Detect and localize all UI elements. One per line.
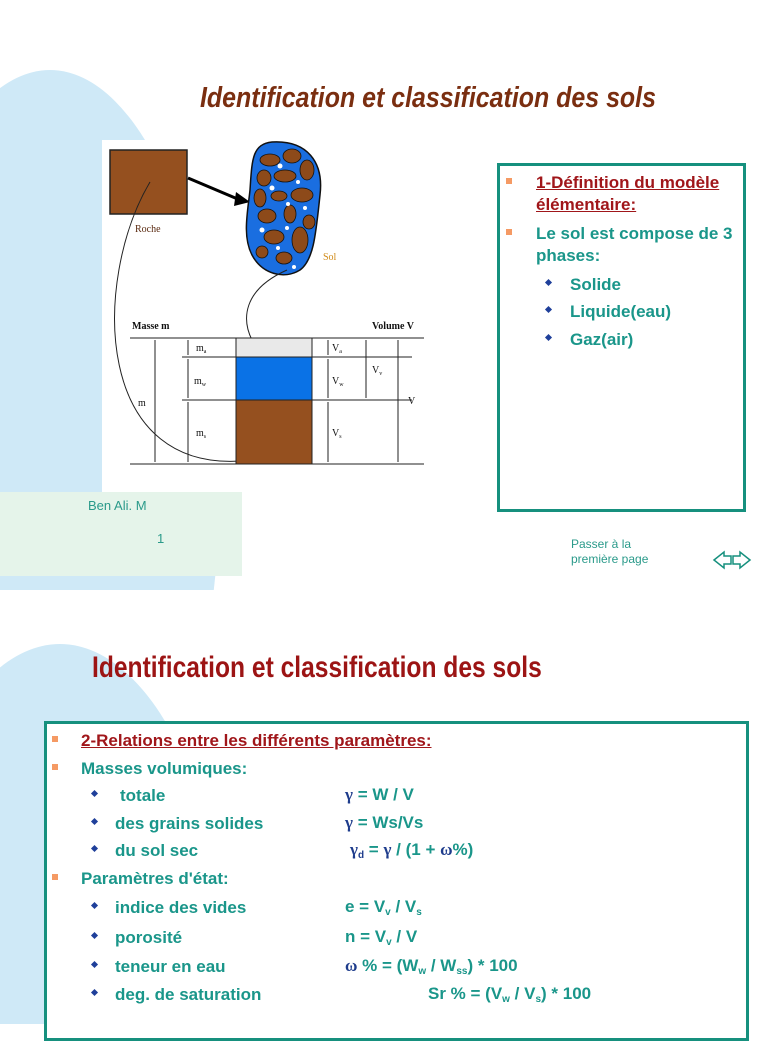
svg-text:m: m bbox=[138, 398, 146, 409]
svg-text:ms: $m_s$ bbox=[196, 428, 207, 440]
label-indice: indice des vides bbox=[115, 898, 247, 917]
svg-text:Vw: $V_w$ bbox=[332, 376, 344, 388]
bullet-square bbox=[52, 764, 58, 770]
svg-text:ma: $m_a$ bbox=[196, 343, 207, 355]
label-roche: Roche bbox=[135, 224, 161, 235]
arrow-rock-to-soil bbox=[188, 178, 240, 200]
author: Ben Ali. M bbox=[88, 498, 147, 513]
phase-gaz: Gaz(air) bbox=[570, 330, 634, 349]
label-volume: Volume V bbox=[372, 321, 414, 332]
label-masse: Masse m bbox=[132, 321, 170, 332]
formula-porosite: $n = V_v / V$ bbox=[345, 927, 418, 948]
relations-heading: 2-Relations entre les différents paramètres: bbox=[81, 731, 432, 750]
bullet-square bbox=[506, 229, 512, 235]
formula-indice: $e = V_v / V_s$ bbox=[345, 897, 422, 918]
svg-text:Va: $V_a$ bbox=[332, 343, 342, 355]
parametres-etat: Paramètres d'état: bbox=[81, 869, 229, 888]
bullet-square bbox=[52, 736, 58, 742]
phases-text: Le sol est compose de 3 phases: bbox=[536, 224, 733, 265]
phase-solide: Solide bbox=[570, 275, 622, 294]
phase-air bbox=[236, 338, 312, 357]
label-sol: Sol bbox=[323, 252, 337, 263]
nav-arrows-icon[interactable] bbox=[712, 550, 752, 570]
svg-text:V: V bbox=[408, 396, 416, 407]
formula-teneur: ω % = $(W_w / W_{ss}) * 100$ bbox=[345, 956, 518, 977]
label-teneur: teneur en eau bbox=[115, 957, 226, 976]
formula-sol-sec: $\gamma_d = \gamma / (1 + \omega\%)$ bbox=[350, 840, 474, 861]
slide-1-title: Identification et classification des sols bbox=[200, 82, 656, 114]
masses-volumiques: Masses volumiques: bbox=[81, 759, 248, 778]
phase-water bbox=[236, 357, 312, 400]
label-porosite: porosité bbox=[115, 928, 183, 947]
phase-solid bbox=[236, 400, 312, 464]
svg-text:mw: $m_w$ bbox=[194, 376, 207, 388]
label-saturation: deg. de saturation bbox=[115, 985, 262, 1004]
soil-phase-diagram bbox=[102, 140, 442, 492]
bullet-square bbox=[506, 178, 512, 184]
formula-totale: γ = W / V bbox=[345, 785, 414, 804]
page-number: 1 bbox=[157, 531, 165, 546]
slide-2-title: Identification et classification des sols bbox=[92, 651, 542, 684]
bullet-square bbox=[52, 874, 58, 880]
label-grains: des grains solides bbox=[115, 814, 264, 833]
rock-block bbox=[110, 150, 187, 214]
soil-diagram bbox=[102, 140, 442, 492]
svg-text:Vv: $V_v$ bbox=[372, 365, 383, 377]
formula-saturation: Sr % = $(V_w / V_s) * 100$ bbox=[428, 984, 592, 1005]
label-totale: totale bbox=[120, 786, 166, 805]
definition-heading: 1-Définition du modèle élémentaire: bbox=[536, 173, 720, 214]
first-page-link[interactable]: Passer à la première page bbox=[571, 537, 649, 566]
label-sol-sec: du sol sec bbox=[115, 841, 199, 860]
svg-text:Vs: $V_s$ bbox=[332, 428, 342, 440]
formula-grains: γ = Ws/Vs bbox=[345, 813, 424, 832]
phase-liquide: Liquide(eau) bbox=[570, 302, 672, 321]
